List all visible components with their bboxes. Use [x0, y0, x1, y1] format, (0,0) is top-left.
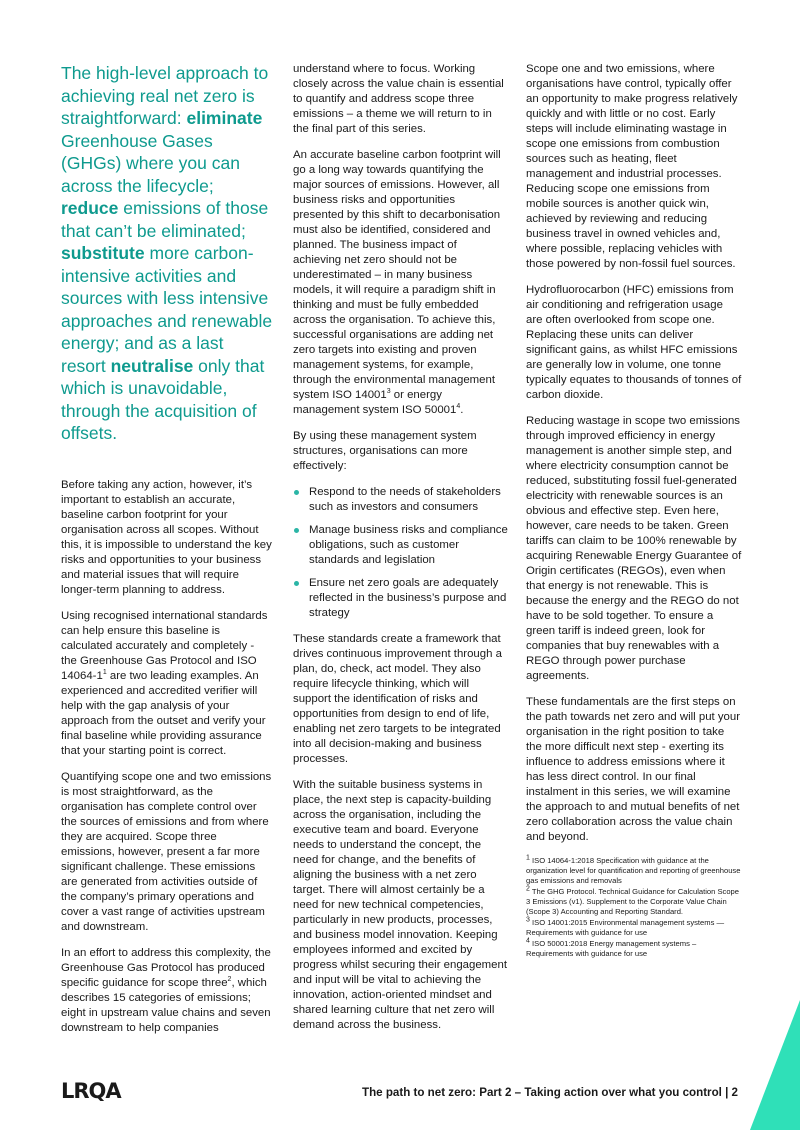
text-run: Using recognised international standards can help ensure this baseline is calculated accurately and completely - the Greenhouse Gas Protocol and ISO 14064-1 — [61, 609, 268, 682]
bullet-dot-icon — [294, 581, 299, 586]
pull-quote-text: Greenhouse Gases (GHGs) where you can across the lifecycle; — [61, 130, 240, 196]
footnote-ref: 1 — [102, 668, 107, 676]
body-paragraph: With the suitable business systems in place, the next step is capacity-building across the organisation, including the executive team and board. Everyone needs to understand the concept, the need for change, and the benefits of aligning the business with a net zero target. There will almost certainly be a need for new technical competencies, particularly in new products, processes, and business model innovation. Keeping employees informed and excited by progress whilst securing their engagement and input will be vital to achieving the innovation, action-oriented mindset and shared learning culture that net zero will demand across the business. — [293, 779, 508, 1031]
footnote-ref: 3 — [386, 388, 391, 396]
footer-title: The path to net zero: Part 2 – Taking action over what you control | 2 — [361, 1086, 738, 1099]
body-paragraph — [293, 148, 508, 418]
footnote-number: 4 — [526, 937, 530, 945]
footnote-text: ISO 50001:2018 Energy management systems – Requirements with guidance for use — [526, 939, 697, 958]
body-paragraph: By using these management system structures, organisations can more effectively: — [293, 430, 477, 472]
bullet-text: Ensure net zero goals are adequately reflected in the business’s purpose and strategy — [309, 577, 507, 619]
text-run: are two leading examples. An experienced and accredited verifier will help with the gap analysis of your approach from the outset and verify your final baseline while providing assurance that your starting point is correct. — [61, 669, 266, 757]
footnote-number: 2 — [526, 885, 530, 893]
bullet-text: Respond to the needs of stakeholders such as investors and consumers — [309, 486, 501, 513]
body-paragraph: These fundamentals are the first steps on the path towards net zero and will put your organisation in the right position to take the more difficult next step - exerting its influence to address emissions where it has less direct control. In our final instalment in this series, we will examine the approach to and mutual benefits of net zero collaboration across the value chain and beyond. — [526, 696, 741, 843]
bullet-item — [293, 576, 508, 621]
pull-quote-text: more carbon-intensive activities and sources with less intensive approaches and renewable energy; and as a last resort — [61, 243, 273, 376]
footnote — [526, 939, 742, 959]
body-paragraph: understand where to focus. Working closely across the value chain is essential to quantify and address scope three emissions – a theme we will return to in the final part of this series. — [293, 63, 504, 135]
bullet-list — [293, 485, 508, 621]
pull-quote-text: only that which is unavoidable, through the acquisition of offsets. — [61, 355, 265, 443]
body-paragraph: These standards create a framework that drives continuous improvement through a plan, do, check, act model. They also require lifecycle thinking, which will support the identification of risks and opportunities from design to end of life, enabling net zero targets to be integrated into all decision-making and business processes. — [293, 633, 502, 765]
body-paragraph: Before taking any action, however, it’s important to establish an accurate, baseline carbon footprint for your organisation across all scopes. Without this, it is impossible to understand the key risks and opportunities to your business and material issues that will require longer-term planning to address. — [61, 478, 272, 596]
body-paragraph: Reducing wastage in scope two emissions through improved efficiency in energy management is another simple step, and where electricity consumption cannot be reduced, substituting fossil fuel-generated electricity with renewable sources is an obvious and effective step. Even here, however, care needs to be taken. Green tariffs can claim to be 100% renewable by acquiring Renewable Energy Guarantee of Origin certificates (REGOs), even when that energy is not renewable. This is because the energy and the REGO do not have to be sold together. To ensure a green tariff is indeed green, look for companies that buy renewables with a REGO through power purchase agreements. — [526, 415, 742, 682]
column-1 — [61, 62, 273, 1047]
footnote — [526, 887, 742, 917]
column-3 — [526, 62, 742, 960]
text-run: An accurate baseline carbon footprint will go a long way towards quantifying the major sources of emissions. However, all business risks and opportunities presented by this shift to decarbonisation must also be identified, considered and planned. The business impact of achieving net zero should not be underestimated – in many business models, it will require a paradigm shift in thinking and must be fully embedded across the organisation. To achieve this, successful organisations are adding net zero targets into existing and proven management systems, for example, through the environmental management system ISO 14001 — [293, 149, 501, 401]
corner-accent-shape — [750, 1000, 800, 1130]
text-run: . — [460, 404, 464, 416]
text-run: , which describes 15 categories of emissions; eight in upstream value chains and seven downstream to help companies — [61, 976, 271, 1034]
lrqa-logo — [61, 1080, 131, 1102]
pull-quote-bold-reduce: reduce — [61, 198, 119, 218]
body-paragraph: Hydrofluorocarbon (HFC) emissions from air conditioning and refrigeration usage are often overlooked from scope one. Replacing these units can deliver significant gains, as whilst HFC emissions are generally low in volume, one tonne typically equates to thousands of tonnes of carbon dioxide. — [526, 284, 742, 401]
pull-quote — [61, 62, 273, 445]
column-2 — [293, 62, 508, 1044]
body-paragraph — [61, 609, 273, 759]
pull-quote-text: emissions of those that can’t be eliminated; — [61, 198, 269, 241]
footnote-number: 3 — [526, 916, 530, 924]
footnote-text: ISO 14064-1:2018 Specification with guidance at the organization level for quantification and reporting of greenhouse gas emissions and removals — [526, 856, 741, 885]
footnote-ref: 2 — [227, 975, 232, 983]
footnote — [526, 856, 742, 886]
bullet-text: Manage business risks and compliance obligations, such as customer standards and legislation — [309, 524, 508, 566]
footnotes — [526, 856, 742, 959]
bullet-dot-icon — [294, 528, 299, 533]
footnote-text: The GHG Protocol. Technical Guidance for Calculation Scope 3 Emissions (v1). Supplement to the Corporate Value Chain (Scope 3) Accounting and Reporting Standard. — [526, 887, 739, 916]
logo-text: LRQA — [61, 1079, 121, 1103]
pull-quote-bold-neutralise: neutralise — [110, 355, 194, 376]
body-paragraph: Scope one and two emissions, where organisations have control, typically offer an opportunity to make progress relatively quickly and with little or no cost. Early steps will include eliminating wastage in scope one emissions from combustion sources such as heating, fleet management and industrial processes. Reducing scope one emissions from mobile sources is another quick win, achieved by reviewing and reducing business travel in owned vehicles and, where possible, replacing vehicles with those powered by non-fossil fuel sources. — [526, 63, 738, 270]
footnote-text: ISO 14001:2015 Environmental management systems — Requirements with guidance for use — [526, 918, 725, 937]
footnote — [526, 918, 742, 938]
bullet-item — [293, 523, 508, 568]
body-paragraph: Quantifying scope one and two emissions is most straightforward, as the organisation has complete control over the sources of emissions and from where they are acquired. Scope three emissions, however, present a far more significant challenge. These emissions are generated from activities outside of the company’s primary operations and cover a vast range of activities upstream and downstream. — [61, 770, 272, 933]
body-paragraph — [61, 946, 273, 1036]
corner-triangle — [750, 1000, 800, 1130]
footnote-number: 1 — [526, 854, 530, 862]
pull-quote-bold-substitute: substitute — [61, 243, 145, 263]
text-run: or energy management system ISO 50001 — [293, 389, 457, 416]
pull-quote-text: The high-level approach to achieving real net zero is straightforward: — [61, 63, 269, 128]
footnote-ref: 4 — [456, 403, 461, 411]
text-run: In an effort to address this complexity, the Greenhouse Gas Protocol has produced specific guidance for scope three — [61, 946, 271, 989]
pull-quote-bold-eliminate: eliminate — [186, 108, 263, 128]
bullet-item — [293, 485, 508, 515]
bullet-dot-icon — [294, 490, 299, 495]
